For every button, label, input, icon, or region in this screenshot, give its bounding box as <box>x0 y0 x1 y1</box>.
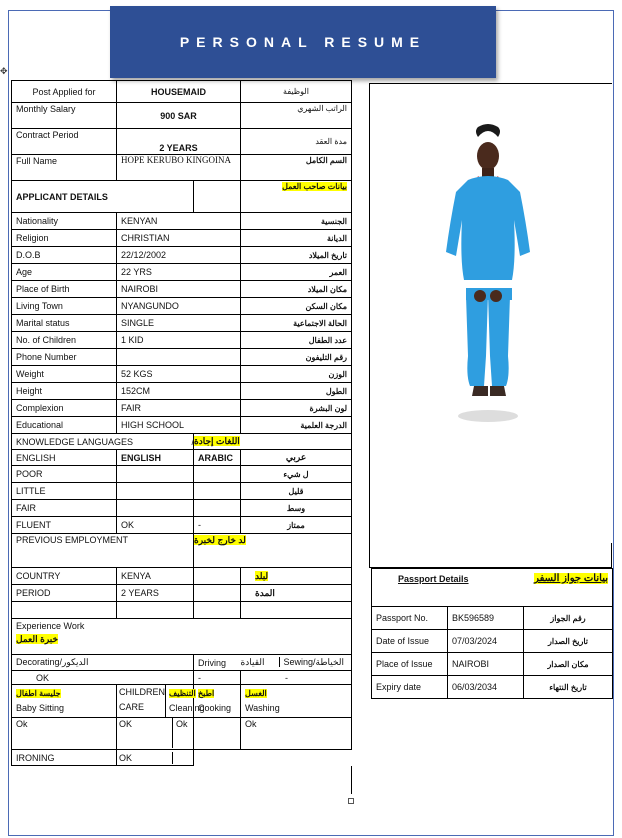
detail-value[interactable]: FAIR <box>117 400 241 417</box>
detail-value[interactable]: 22/12/2002 <box>117 247 241 264</box>
children-care-label: CHILDREN CARE <box>119 685 166 717</box>
period-value[interactable]: 2 YEARS <box>117 585 194 602</box>
language-ar-value[interactable]: - <box>194 517 241 534</box>
detail-ar: الجنسية <box>241 213 352 230</box>
name-value[interactable]: HOPE KERUBO KINGOINA <box>117 155 241 181</box>
detail-label: Living Town <box>12 298 117 315</box>
detail-value[interactable]: NAIROBI <box>117 281 241 298</box>
detail-ar: الدرجة العلمية <box>241 417 352 434</box>
language-row <box>12 517 352 534</box>
language-level-ar: قليل <box>241 483 352 500</box>
lang-col3: عربي <box>241 450 352 466</box>
passport-ar: مكان الصدار <box>524 653 613 676</box>
passport-label: Date of Issue <box>372 630 448 653</box>
detail-ar: الحالة الاجتماعية <box>241 315 352 332</box>
sewing-label: Sewing/الخياطة <box>279 657 345 667</box>
detail-value[interactable]: HIGH SCHOOL <box>117 417 241 434</box>
cleaning-label: Cleaning <box>169 703 205 713</box>
passport-row <box>372 653 613 676</box>
cooking-value[interactable] <box>194 718 241 750</box>
detail-value[interactable]: NYANGUNDO <box>117 298 241 315</box>
contract-ar: مدة العقد <box>241 129 352 155</box>
salary-ar: الراتب الشهري <box>241 103 352 129</box>
detail-row <box>12 213 352 230</box>
applicant-details-label: APPLICANT DETAILS <box>12 181 194 213</box>
detail-row <box>12 383 352 400</box>
passport-table <box>371 568 613 699</box>
languages-title: KNOWLEDGE LANGUAGES <box>16 436 134 447</box>
post-ar: الوظيفة <box>241 81 352 103</box>
detail-label: Place of Birth <box>12 281 117 298</box>
experience-title: Experience Work <box>16 621 85 631</box>
salary-label: Monthly Salary <box>12 103 117 129</box>
details-ar: بيانات صاحب العمل <box>282 182 348 191</box>
washing-label: Washing <box>245 703 280 713</box>
passport-label: Place of Issue <box>372 653 448 676</box>
passport-ar: تاريخ النتهاء <box>524 676 613 699</box>
period-ar: المدة <box>241 585 352 602</box>
applicant-table <box>11 80 352 794</box>
detail-value[interactable]: 22 YRS <box>117 264 241 281</box>
lang-col0: ENGLISH <box>12 450 117 466</box>
move-handle-icon[interactable]: ✥ <box>0 66 8 76</box>
lang-col1: ENGLISH <box>117 450 194 466</box>
passport-value[interactable]: 06/03/2034 <box>448 676 524 699</box>
detail-label: Height <box>12 383 117 400</box>
detail-label: D.O.B <box>12 247 117 264</box>
ironing-value[interactable]: OK <box>119 752 173 764</box>
detail-value[interactable]: SINGLE <box>117 315 241 332</box>
sewing-value[interactable]: - <box>241 671 352 685</box>
language-en-value[interactable]: OK <box>117 517 194 534</box>
post-label: Post Applied for <box>12 81 117 103</box>
decorating-value[interactable]: OK <box>12 671 194 685</box>
cleaning-value[interactable]: Ok <box>176 719 188 729</box>
care-value[interactable]: OK <box>119 718 173 748</box>
passport-ar: رقم الجواز <box>524 607 613 630</box>
detail-row <box>12 281 352 298</box>
detail-ar: الطول <box>241 383 352 400</box>
detail-ar: الديانة <box>241 230 352 247</box>
driving-value[interactable]: - <box>194 671 241 685</box>
language-level: FLUENT <box>12 517 117 534</box>
photo-caption-area <box>369 543 612 568</box>
detail-ar: مكان السكن <box>241 298 352 315</box>
language-ar-value[interactable] <box>194 500 241 517</box>
detail-label: No. of Children <box>12 332 117 349</box>
detail-row <box>12 366 352 383</box>
photo-frame <box>369 83 612 543</box>
detail-ar: الوزن <box>241 366 352 383</box>
language-level: POOR <box>12 466 117 483</box>
detail-value[interactable]: 152CM <box>117 383 241 400</box>
country-label: COUNTRY <box>12 568 117 585</box>
detail-row <box>12 264 352 281</box>
resume-banner <box>110 6 496 78</box>
cooking-ar: اطبخ <box>198 689 215 698</box>
applicant-photo <box>370 84 613 544</box>
post-value[interactable]: HOUSEMAID <box>117 81 241 103</box>
ironing-label: IRONING <box>12 750 117 766</box>
passport-row <box>372 676 613 699</box>
passport-value[interactable]: 07/03/2024 <box>448 630 524 653</box>
detail-row <box>12 400 352 417</box>
driving-ar: القيادة <box>240 657 265 667</box>
languages-slash: / <box>191 436 195 447</box>
country-value[interactable]: KENYA <box>117 568 194 585</box>
passport-title-ar: بيانات جواز السفر <box>534 573 608 584</box>
period-label: PERIOD <box>12 585 117 602</box>
salary-value[interactable]: 900 SAR <box>117 103 241 129</box>
resize-handle[interactable] <box>348 798 354 804</box>
employment-title-ar: لد خارج لخبرة <box>194 535 246 545</box>
passport-value[interactable]: NAIROBI <box>448 653 524 676</box>
detail-row <box>12 298 352 315</box>
cooking-label: Cooking <box>198 703 232 713</box>
cleaning-ar: التنظيف <box>169 689 196 698</box>
language-en-value[interactable] <box>117 500 194 517</box>
passport-ar: تاريخ الصدار <box>524 630 613 653</box>
language-level-ar: ممتاز <box>241 517 352 534</box>
employment-title: PREVIOUS EMPLOYMENT <box>16 535 129 545</box>
washing-value[interactable]: Ok <box>241 718 352 750</box>
language-row <box>12 483 352 500</box>
detail-label: Age <box>12 264 117 281</box>
detail-label: Marital status <box>12 315 117 332</box>
language-level: FAIR <box>12 500 117 517</box>
baby-value[interactable]: Ok <box>12 718 117 750</box>
washing-ar: الغسل <box>245 689 267 698</box>
language-level-ar: ل شيء <box>241 466 352 483</box>
language-en-value[interactable] <box>117 466 194 483</box>
language-ar-value[interactable] <box>194 483 241 500</box>
detail-row <box>12 315 352 332</box>
lang-col2: ARABIC <box>194 450 241 466</box>
language-ar-value[interactable] <box>194 466 241 483</box>
detail-ar: عدد الطفال <box>241 332 352 349</box>
detail-row <box>12 230 352 247</box>
detail-value[interactable]: 1 KID <box>117 332 241 349</box>
detail-ar: العمر <box>241 264 352 281</box>
detail-ar: مكان الميلاد <box>241 281 352 298</box>
passport-row <box>372 607 613 630</box>
language-row <box>12 466 352 483</box>
detail-label: Weight <box>12 366 117 383</box>
contract-label: Contract Period <box>12 129 117 155</box>
contract-value[interactable]: 2 YEARS <box>117 129 241 155</box>
detail-value[interactable] <box>117 349 241 366</box>
language-en-value[interactable] <box>117 483 194 500</box>
detail-value[interactable]: KENYAN <box>117 213 241 230</box>
passport-label: Expiry date <box>372 676 448 699</box>
decorating-label: Decorating/الديكور <box>12 655 194 671</box>
banner-title: PERSONAL RESUME <box>179 34 427 50</box>
language-level-ar: وسط <box>241 500 352 517</box>
detail-label: Complexion <box>12 400 117 417</box>
detail-label: Religion <box>12 230 117 247</box>
detail-value[interactable]: CHRISTIAN <box>117 230 241 247</box>
detail-ar: لون البشرة <box>241 400 352 417</box>
detail-label: Educational <box>12 417 117 434</box>
name-label: Full Name <box>12 155 117 181</box>
baby-label: Baby Sitting <box>16 703 65 713</box>
passport-value[interactable]: BK596589 <box>448 607 524 630</box>
driving-label: Driving <box>194 655 241 671</box>
passport-label: Passport No. <box>372 607 448 630</box>
detail-ar: رقم التليفون <box>241 349 352 366</box>
country-ar: لبلد <box>255 570 269 581</box>
passport-row <box>372 630 613 653</box>
detail-ar: تاريخ الميلاد <box>241 247 352 264</box>
detail-label: Phone Number <box>12 349 117 366</box>
passport-title: Passport Details <box>398 574 469 584</box>
detail-row <box>12 349 352 366</box>
experience-title-ar: خبرة العمل <box>16 634 59 644</box>
detail-label: Nationality <box>12 213 117 230</box>
name-ar: السم الكامل <box>241 155 352 181</box>
detail-row <box>12 247 352 264</box>
detail-row <box>12 332 352 349</box>
detail-value[interactable]: 52 KGS <box>117 366 241 383</box>
baby-ar: جليسة اطفال <box>16 689 61 698</box>
language-row <box>12 500 352 517</box>
language-level: LITTLE <box>12 483 117 500</box>
languages-title-ar: اللغات إجادة <box>194 436 240 446</box>
detail-row <box>12 417 352 434</box>
